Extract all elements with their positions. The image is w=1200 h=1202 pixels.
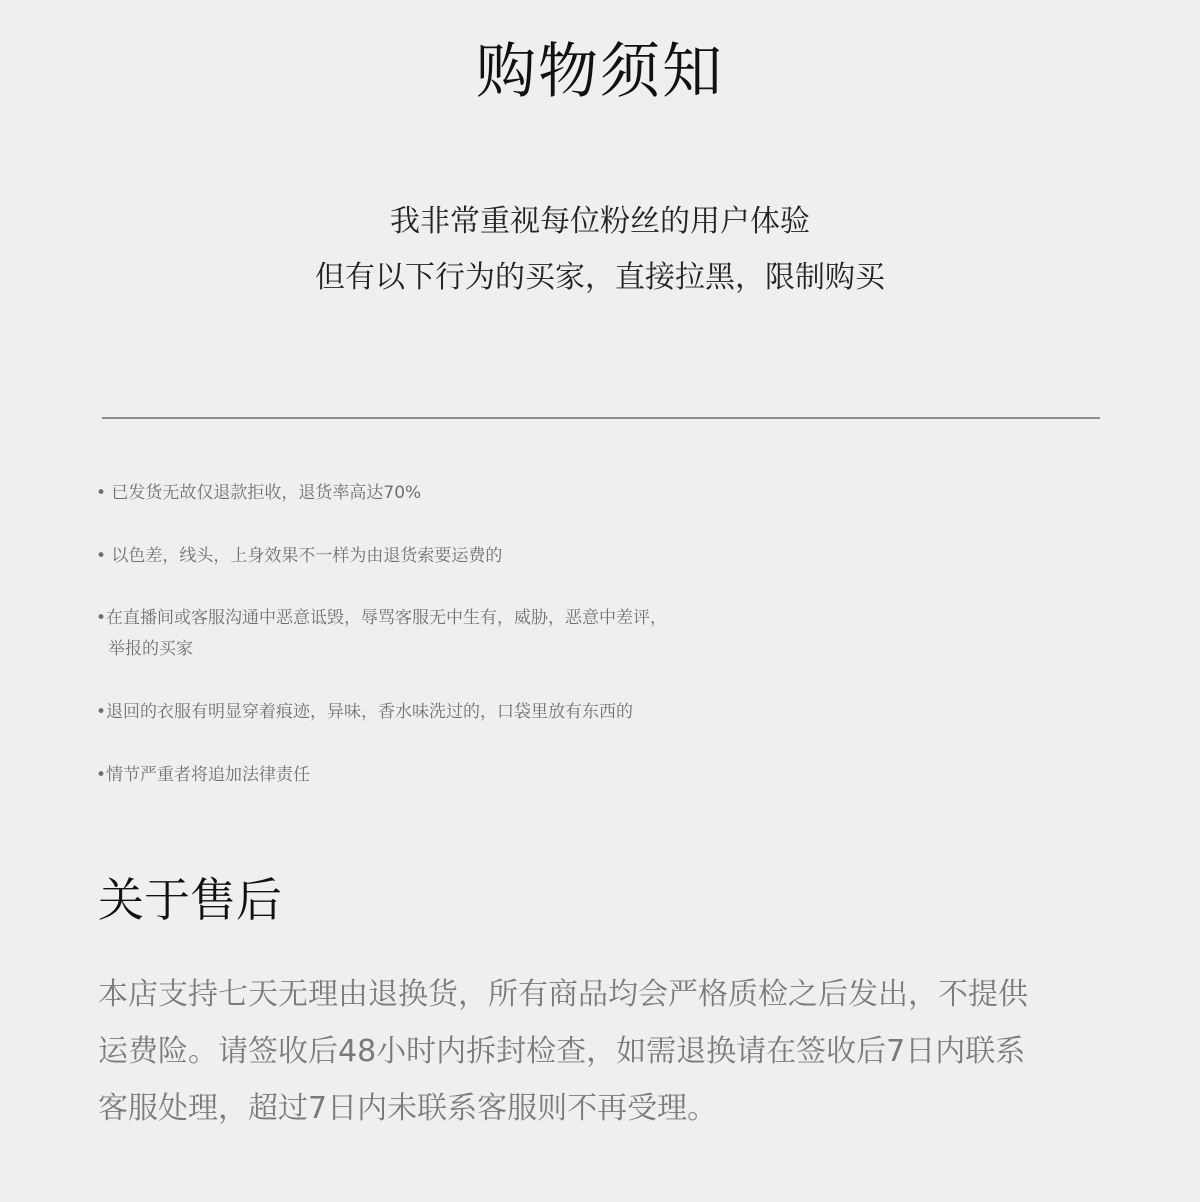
rule-text: • 以色差，线头，上身效果不一样为由退货索要运费的: [96, 546, 503, 566]
page-title: 购物须知: [476, 37, 724, 107]
after-sales-heading: 关于售后: [98, 873, 282, 927]
rule-text: •退回的衣服有明显穿着痕迹，异味，香水味洗过的，口袋里放有东西的: [96, 702, 634, 722]
after-sales-line-2: 运费险。请签收后48小时内拆封检查，如需退换请在签收后7日内联系: [98, 1034, 1026, 1069]
list-item: [96, 603, 667, 665]
intro-text: [0, 194, 1200, 306]
intro-line-2: 但有以下行为的买家，直接拉黑，限制购买: [315, 260, 885, 295]
rule-text: • 已发货无故仅退款拒收，退货率高达70%: [96, 483, 422, 503]
list-item: [96, 478, 421, 509]
list-item: [96, 697, 633, 728]
after-sales-line-3: 客服处理，超过7日内未联系客服则不再受理。: [98, 1091, 718, 1126]
rule-text: •在直播间或客服沟通中恶意诋毁，辱骂客服无中生有，威胁，恶意中差评，: [96, 608, 668, 628]
after-sales-line-1: 本店支持七天无理由退换货，所有商品均会严格质检之后发出，不提供: [98, 977, 1028, 1012]
rule-text: •情节严重者将追加法律责任: [96, 765, 311, 785]
rule-text-continued: 举报的买家: [108, 639, 193, 659]
list-item: [96, 760, 310, 791]
section-divider: [102, 417, 1100, 419]
after-sales-text: [98, 966, 1078, 1137]
intro-line-1: 我非常重视每位粉丝的用户体验: [390, 204, 810, 239]
list-item: [96, 541, 502, 572]
